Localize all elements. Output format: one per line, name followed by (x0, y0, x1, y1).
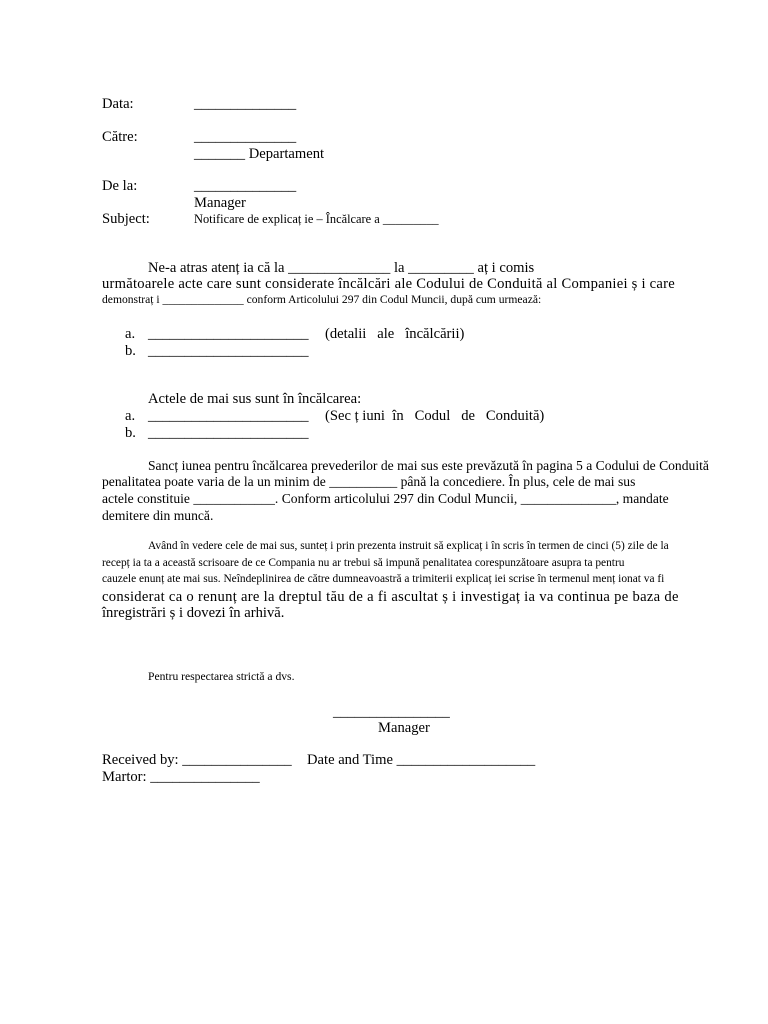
subject-label: Subject: (102, 211, 150, 227)
list2-marker-a: a. (125, 408, 136, 424)
list1-blank-b: ______________________ (148, 343, 309, 359)
paragraph2-line3: actele constituie ____________. Conform articolului 297 din Codul Muncii, ______________, mandate (102, 491, 669, 506)
catre-label: Către: (102, 129, 138, 145)
list1-blank-a: ______________________ (148, 326, 309, 342)
paragraph3-line2: recepț ia ta a această scrisoare de ce Compania nu ar trebui să impună penalitatea corespunzătoare asupra ta pentru (102, 557, 625, 569)
dela-blank: ______________ (194, 178, 297, 194)
received-by-label: Received by: _______________ (102, 752, 292, 768)
signature-line: ________________ (333, 704, 450, 720)
departament-line: _______ Departament (194, 146, 325, 162)
paragraph3-line4: considerat ca o renunț are la dreptul tău de a fi ascultat ș i investigaț ia va continua pe baza de (102, 589, 679, 605)
catre-blank: ______________ (194, 129, 297, 145)
paragraph1-line3: demonstraț i ______________ conform Articolului 297 din Codul Muncii, după cum urmează: (102, 293, 542, 306)
paragraph1-line1: Ne-a atras atenț ia că la ______________ la _________ aț i comis (148, 260, 535, 276)
manager-title: Manager (194, 195, 246, 211)
paragraph1-line2: următoarele acte care sunt considerate încălcări ale Codului de Conduită al Companiei ș i care (102, 276, 675, 292)
subject-text: Notificare de explicaț ie – Încălcare a _________ (194, 212, 439, 226)
paragraph2-line2: penalitatea poate varia de la un minim de __________ până la concediere. În plus, cele de mai sus (102, 474, 636, 489)
list1-marker-a: a. (125, 326, 136, 342)
martor-label: Martor: _______________ (102, 769, 260, 785)
paragraph3-line3: cauzele enunț ate mai sus. Neîndeplinirea de către dumneavoastră a trimiterii explicaț iei scrise în termenul menț ionat va fi (102, 573, 665, 585)
data-label: Data: (102, 96, 134, 112)
data-blank: ______________ (194, 96, 297, 112)
signature-title: Manager (378, 720, 430, 736)
list2-blank-a: ______________________ (148, 408, 309, 424)
paragraph2-line4: demitere din muncă. (102, 508, 214, 523)
list2-blank-b: ______________________ (148, 425, 309, 441)
list2-note-a: (Sec ț iuni în Codul de Conduită) (325, 408, 545, 424)
list2-intro: Actele de mai sus sunt în încălcarea: (148, 391, 362, 407)
list1-marker-b: b. (125, 343, 136, 359)
paragraph3-line5: înregistrări ș i dovezi în arhivă. (102, 605, 285, 621)
list2-marker-b: b. (125, 425, 136, 441)
paragraph2-line1: Sancț iunea pentru încălcarea prevederilor de mai sus este prevăzută în pagina 5 a Codului de Conduită (148, 458, 709, 473)
paragraph3-line1: Având în vedere cele de mai sus, sunteț i prin prezenta instruit să explicaț i în scris în termen de cinci (5) zile de la (148, 540, 669, 552)
list1-note-a: (detalii ale încălcării) (325, 326, 465, 342)
dela-label: De la: (102, 178, 138, 194)
date-time-label: Date and Time ___________________ (307, 752, 536, 768)
closing-text: Pentru respectarea strictă a dvs. (148, 670, 295, 683)
